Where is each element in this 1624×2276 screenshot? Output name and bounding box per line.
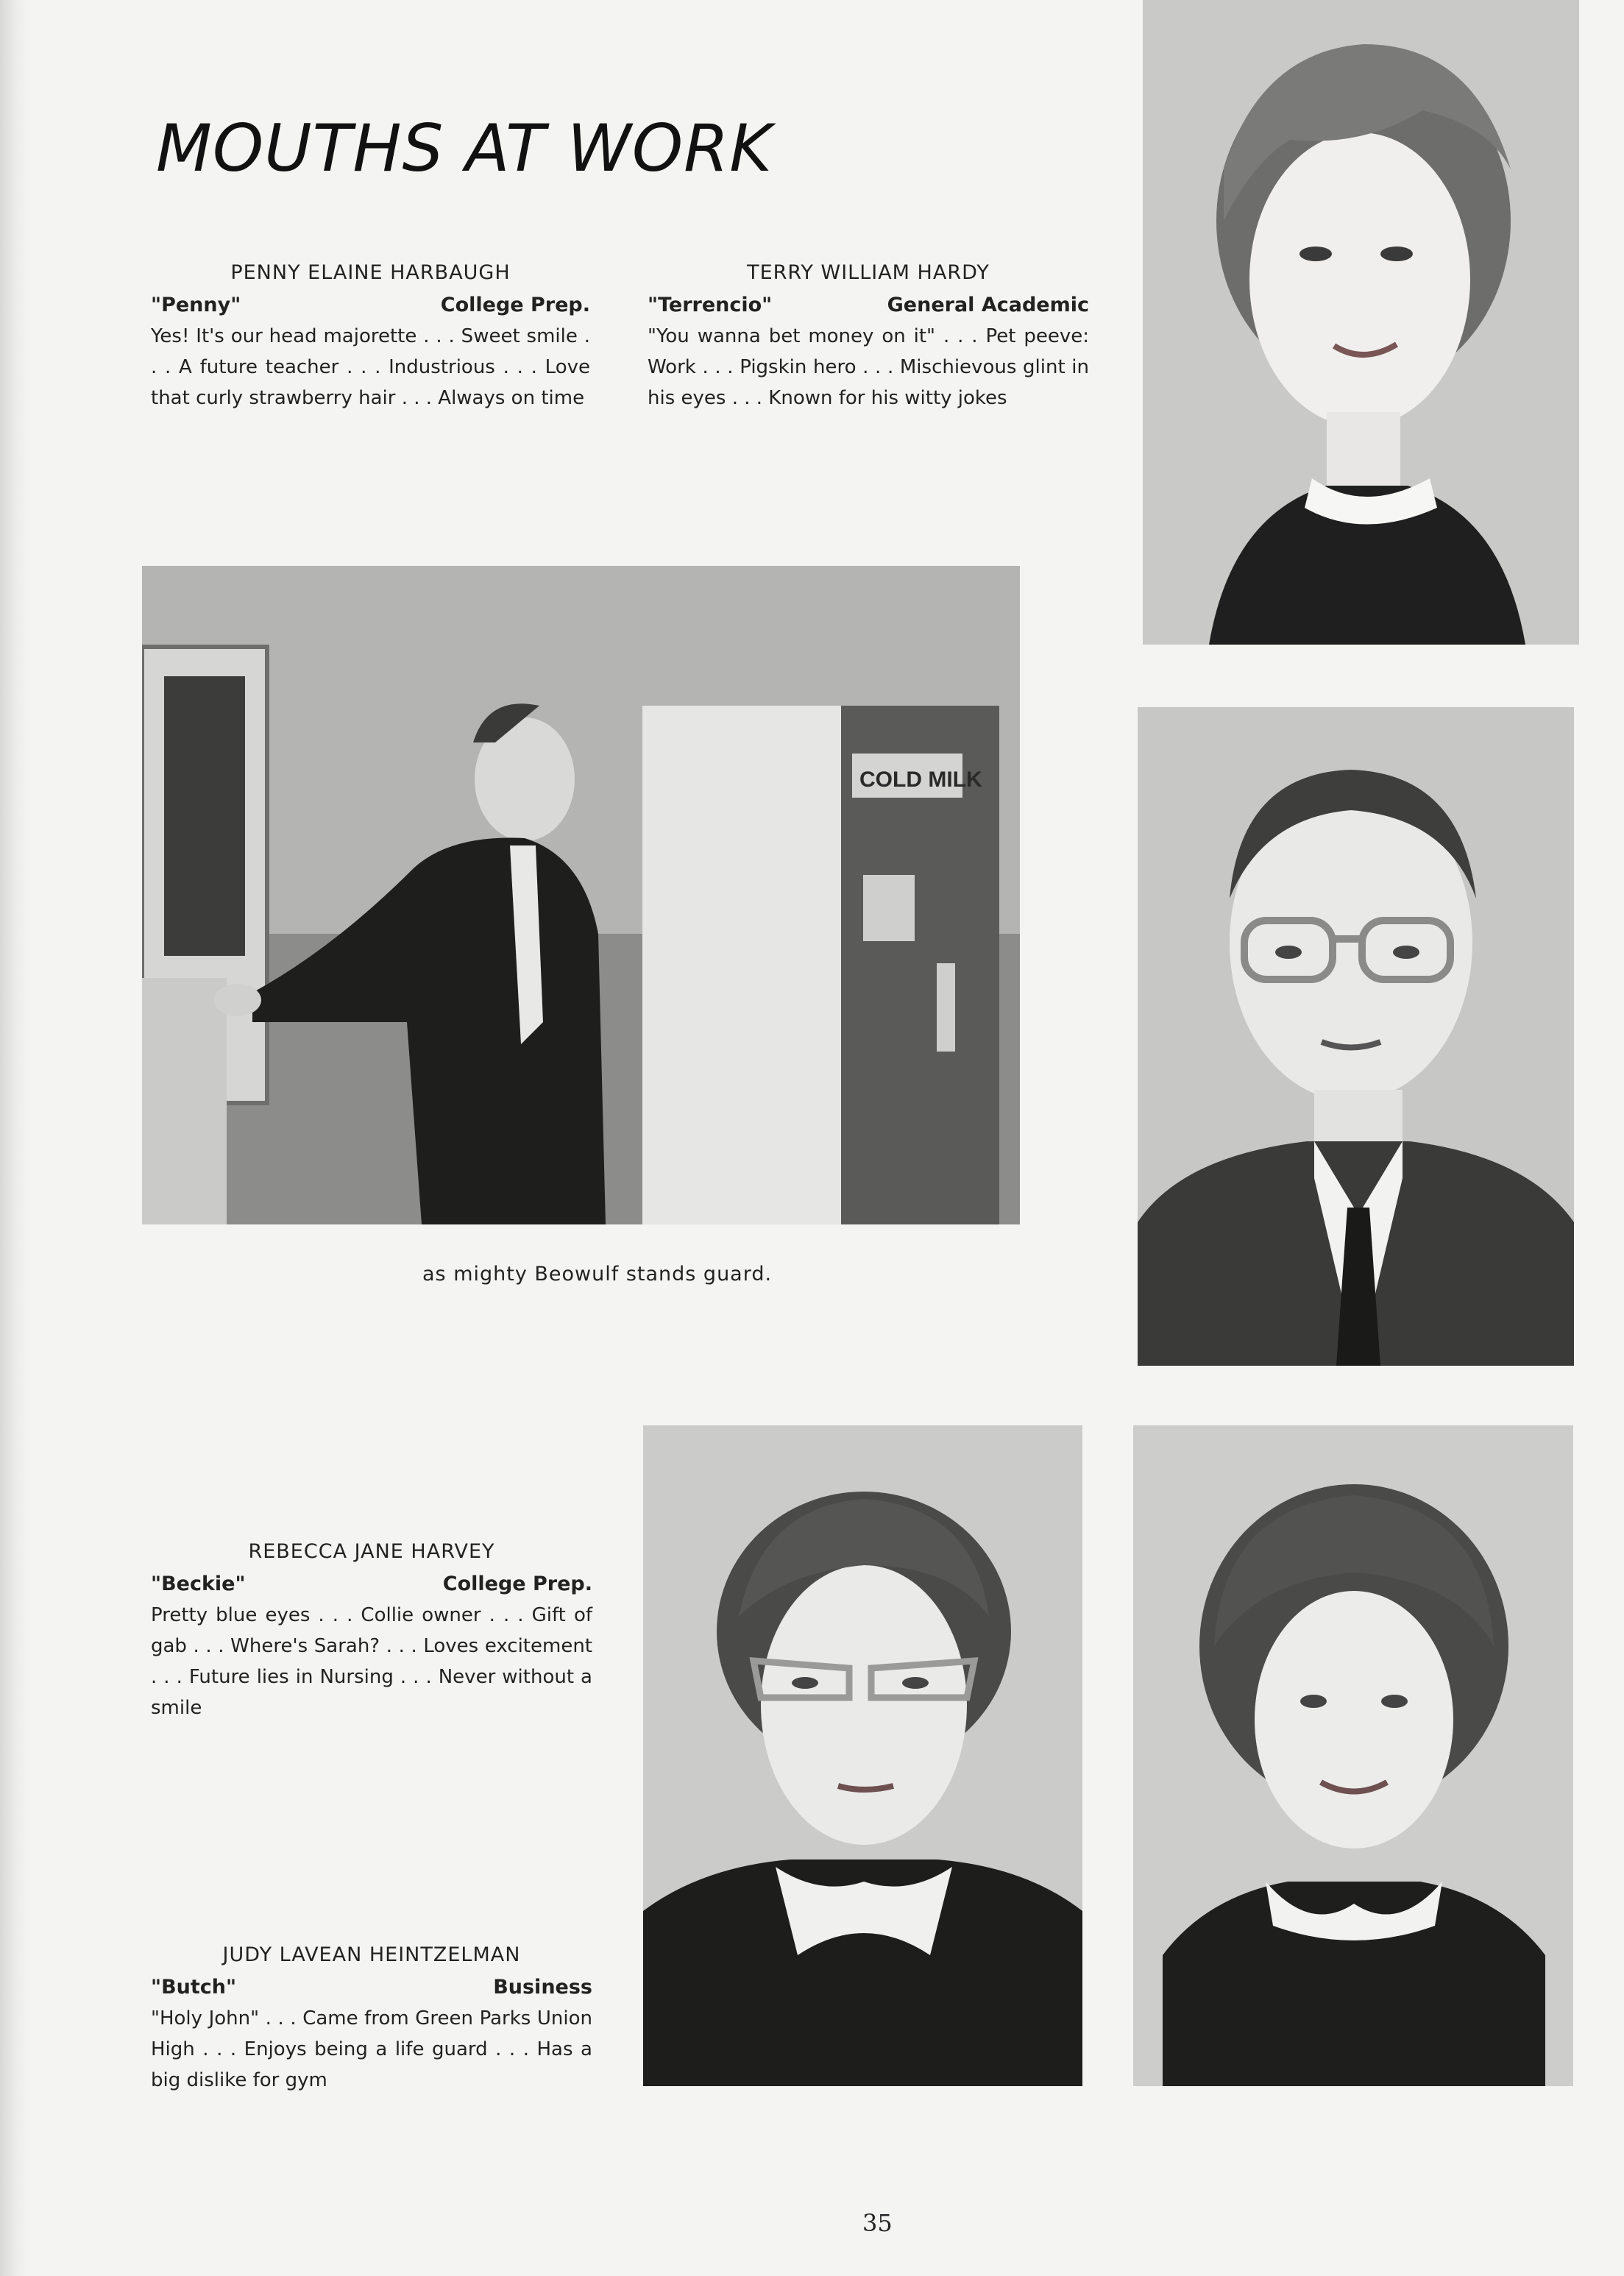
senior-name: TERRY WILLIAM HARDY bbox=[747, 261, 990, 284]
nickname-course-row bbox=[648, 290, 1089, 321]
candid-photo-caption: as mighty Beowulf stands guard. bbox=[422, 1263, 773, 1286]
portrait-terry-hardy bbox=[1138, 707, 1574, 1366]
senior-bio-text: "Holy John" . . . Came from Green Parks Union High . . . Enjoys being a life guard . . . Has a big dislike for gym bbox=[151, 2007, 592, 2091]
senior-course: Business bbox=[493, 1976, 592, 1999]
senior-nickname: "Butch" bbox=[151, 1976, 237, 1999]
portrait-penny-harbaugh bbox=[1143, 0, 1579, 645]
senior-course: College Prep. bbox=[440, 294, 590, 316]
page-binding-edge bbox=[0, 0, 29, 2276]
senior-bio-text: Yes! It's our head majorette . . . Sweet smile . . . A future teacher . . . Industrious . . . Love that curly strawberry hair . . . Always on time bbox=[151, 325, 590, 409]
senior-name: PENNY ELAINE HARBAUGH bbox=[230, 261, 511, 284]
senior-bio-text: Pretty blue eyes . . . Collie owner . . . Gift of gab . . . Where's Sarah? . . . Loves excitement . . . Future lies in Nursing . . . Never without a smile bbox=[151, 1604, 592, 1719]
senior-name: JUDY LAVEAN HEINTZELMAN bbox=[222, 1943, 521, 1966]
page-number: 35 bbox=[862, 2209, 893, 2237]
senior-course: General Academic bbox=[887, 294, 1089, 316]
cold-milk-sign: COLD MILK bbox=[859, 767, 982, 792]
senior-nickname: "Terrencio" bbox=[648, 294, 773, 316]
senior-course: College Prep. bbox=[442, 1573, 592, 1595]
portrait-rebecca-harvey bbox=[643, 1425, 1082, 2086]
bio-rebecca-harvey bbox=[151, 1536, 592, 1723]
nickname-course-row bbox=[151, 1569, 592, 1600]
senior-bio-text: "You wanna bet money on it" . . . Pet peeve: Work . . . Pigskin hero . . . Mischievous glint in his eyes . . . Known for his witty jokes bbox=[648, 325, 1089, 409]
page-title: MOUTHS AT WORK bbox=[156, 110, 773, 186]
bio-penny-harbaugh bbox=[151, 258, 590, 414]
senior-nickname: "Penny" bbox=[151, 294, 241, 316]
senior-nickname: "Beckie" bbox=[151, 1573, 246, 1595]
candid-photo-vending-machine bbox=[142, 566, 1020, 1224]
portrait-judy-heintzelman bbox=[1133, 1425, 1573, 2086]
senior-name: REBECCA JANE HARVEY bbox=[248, 1540, 495, 1563]
bio-terry-hardy bbox=[648, 258, 1089, 414]
nickname-course-row bbox=[151, 1972, 592, 2003]
bio-judy-heintzelman bbox=[151, 1940, 592, 2096]
nickname-course-row bbox=[151, 290, 590, 321]
